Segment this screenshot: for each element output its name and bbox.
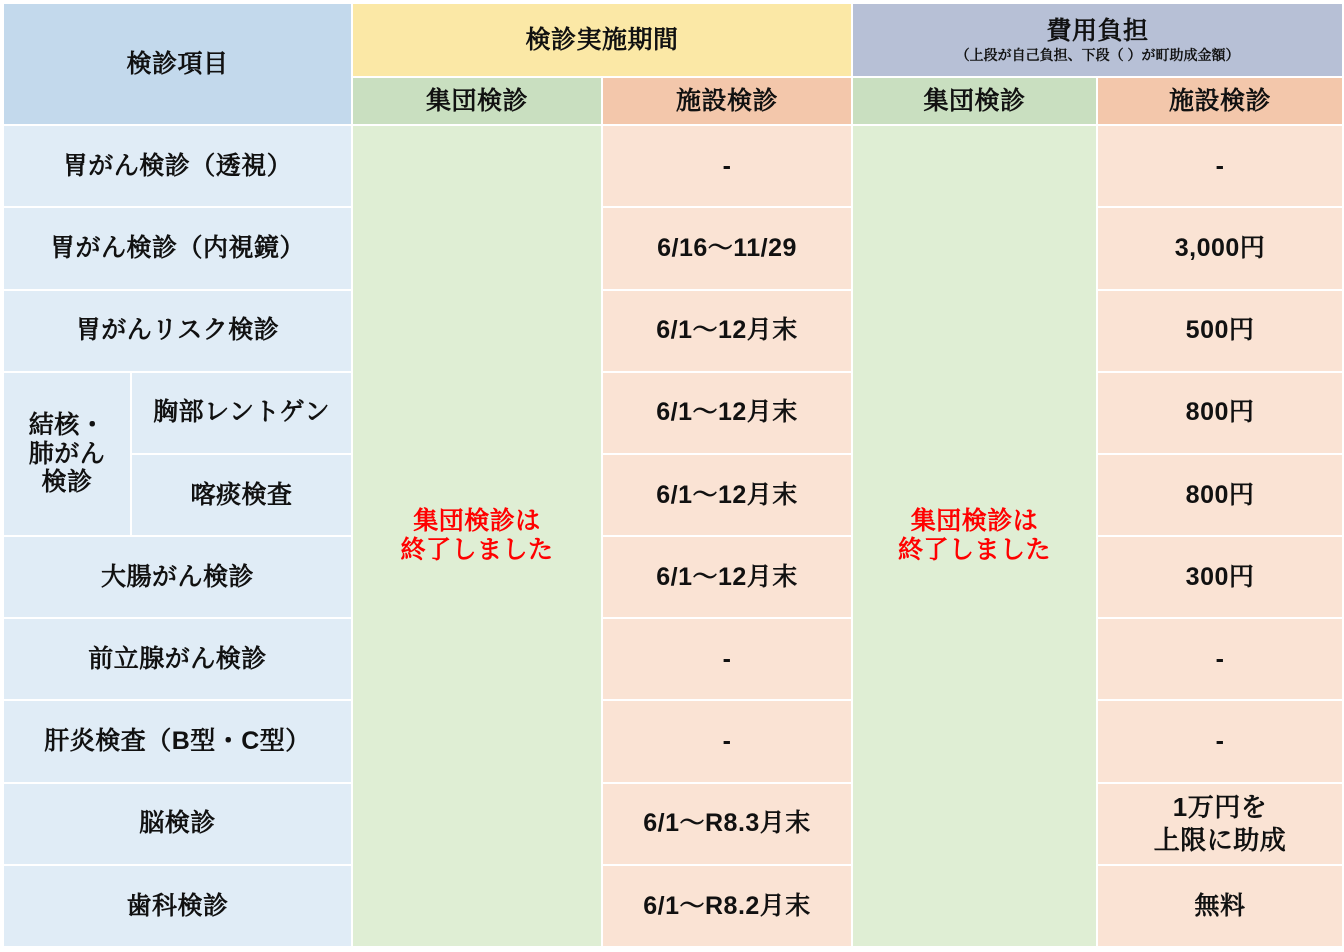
facility-cost-value: - [1097, 125, 1343, 207]
table-row [3, 618, 1343, 700]
group-cost-ended-line2: 終了しました [898, 536, 1052, 565]
header-exam-item: 検診項目 [3, 3, 352, 125]
facility-cost-value: 500円 [1097, 290, 1343, 372]
row-item-group-line2: 肺がん [28, 439, 106, 468]
table-row [3, 372, 1343, 454]
table-row [3, 783, 1343, 865]
row-item-group-line1: 結核・ [28, 410, 106, 439]
facility-period-value: 6/1～12月末 [602, 372, 852, 454]
row-subitem-label: 胸部レントゲン [131, 372, 352, 454]
facility-period-value: 6/1～R8.3月末 [602, 783, 852, 865]
row-item-group-label [3, 372, 131, 536]
table-row [3, 536, 1343, 618]
table-row [3, 700, 1343, 782]
table-row [3, 865, 1343, 947]
facility-period-value: - [602, 125, 852, 207]
header-cost [852, 3, 1343, 77]
row-item-group-line3: 検診 [41, 468, 93, 497]
facility-cost-value: 300円 [1097, 536, 1343, 618]
facility-cost-value: 800円 [1097, 372, 1343, 454]
exam-schedule-table [2, 2, 1344, 948]
table-row [3, 454, 1343, 536]
header-exam-period: 検診実施期間 [352, 3, 852, 77]
group-period-ended-cell [352, 125, 602, 947]
row-item-label: 大腸がん検診 [3, 536, 352, 618]
facility-period-value: 6/1～R8.2月末 [602, 865, 852, 947]
row-item-label: 前立腺がん検診 [3, 618, 352, 700]
row-item-label: 肝炎検査（B型・C型） [3, 700, 352, 782]
facility-cost-value: - [1097, 700, 1343, 782]
facility-cost-value [1097, 783, 1343, 865]
group-period-ended-line1: 集団検診は [413, 507, 541, 536]
table-row [3, 207, 1343, 289]
facility-cost-line1: 1万円を [1172, 792, 1268, 823]
group-period-ended-line2: 終了しました [400, 536, 554, 565]
facility-period-value: - [602, 618, 852, 700]
header-cost-group: 集団検診 [852, 77, 1097, 125]
header-cost-facility: 施設検診 [1097, 77, 1343, 125]
row-item-label: 胃がんリスク検診 [3, 290, 352, 372]
row-item-label: 胃がん検診（透視） [3, 125, 352, 207]
facility-cost-value: - [1097, 618, 1343, 700]
row-item-label: 歯科検診 [3, 865, 352, 947]
facility-period-value: 6/1～12月末 [602, 536, 852, 618]
group-cost-ended-line1: 集団検診は [910, 507, 1039, 536]
header-cost-title: 費用負担 [1046, 16, 1149, 45]
row-item-label: 胃がん検診（内視鏡） [3, 207, 352, 289]
facility-cost-value: 3,000円 [1097, 207, 1343, 289]
facility-period-value: 6/1～12月末 [602, 454, 852, 536]
row-item-label: 脳検診 [3, 783, 352, 865]
facility-period-value: - [602, 700, 852, 782]
table-header-row-1 [3, 3, 1343, 77]
exam-schedule-sheet [0, 2, 1344, 952]
header-period-facility: 施設検診 [602, 77, 852, 125]
table-row [3, 125, 1343, 207]
table-row [3, 290, 1343, 372]
header-period-group: 集団検診 [352, 77, 602, 125]
group-cost-ended-cell [852, 125, 1097, 947]
header-cost-note: （上段が自己負担、下段（ ）が町助成金額） [955, 47, 1240, 64]
facility-period-value: 6/1～12月末 [602, 290, 852, 372]
facility-cost-value: 800円 [1097, 454, 1343, 536]
row-subitem-label: 喀痰検査 [131, 454, 352, 536]
facility-cost-line2: 上限に助成 [1153, 824, 1287, 855]
facility-period-value: 6/16～11/29 [602, 207, 852, 289]
facility-cost-value: 無料 [1097, 865, 1343, 947]
